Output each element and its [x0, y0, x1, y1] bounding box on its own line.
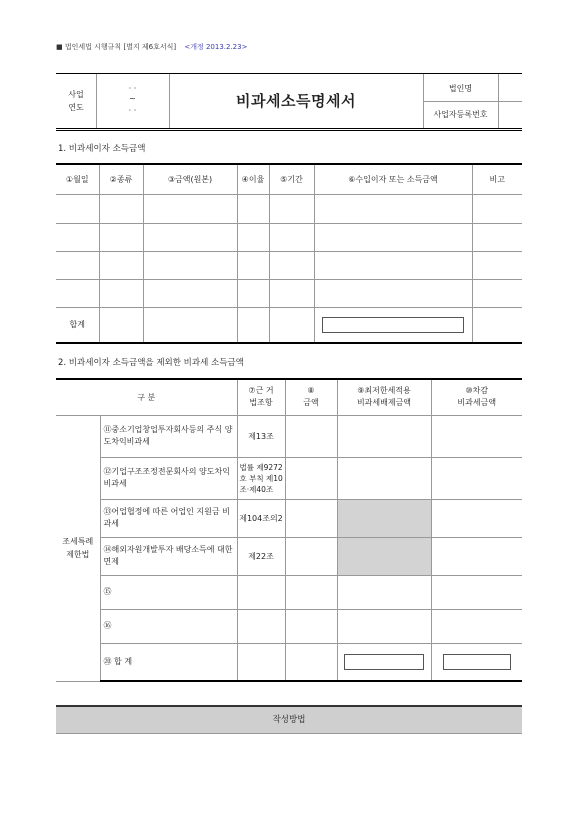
business-year-field[interactable]: [96, 74, 170, 128]
cell-input[interactable]: [431, 457, 522, 499]
cell-input[interactable]: [99, 307, 143, 343]
cell-input[interactable]: [472, 279, 522, 307]
cell-input[interactable]: [56, 194, 99, 223]
col-legal-basis: ⑦근 거 법조항: [237, 379, 285, 415]
table-row: [56, 223, 522, 251]
cell-input[interactable]: [237, 643, 285, 681]
cell-input[interactable]: [285, 537, 337, 575]
col-kind: ②종류: [99, 164, 143, 194]
biz-no-field[interactable]: [498, 101, 522, 128]
instructions-header: 작성방법: [56, 705, 522, 734]
row-label: ⑭해외자원개발투자 배당소득에 대한 면제: [100, 537, 237, 575]
col-date: ①월일: [56, 164, 99, 194]
total-row: [56, 307, 522, 343]
table-row: [56, 609, 522, 643]
row-basis: 법률 제9272호 부칙 제10조·제40조: [237, 457, 285, 499]
cell-input[interactable]: [285, 643, 337, 681]
table-row: [56, 499, 522, 537]
revision-note: <개정 2013.2.23>: [184, 43, 248, 51]
cell-input[interactable]: [337, 609, 431, 643]
cell-input[interactable]: [431, 575, 522, 609]
col-remarks: 비고: [472, 164, 522, 194]
row-label: ⑯: [100, 609, 237, 643]
cell-input[interactable]: [285, 415, 337, 457]
col-min-tax-excluded: ⑨최저한세적용 비과세배제금액: [337, 379, 431, 415]
cell-input[interactable]: [143, 223, 237, 251]
cell-input[interactable]: [472, 194, 522, 223]
table-row: [56, 457, 522, 499]
col-interest-income: ⑥수입이자 또는 소득금액: [314, 164, 472, 194]
col-category: 구 분: [56, 379, 237, 415]
row-label: ⑫기업구조조정전문회사의 양도차익 비과세: [100, 457, 237, 499]
year-start-dots: · ·: [128, 84, 137, 93]
cell-input[interactable]: [269, 251, 314, 279]
cell-input[interactable]: [237, 194, 269, 223]
col-amount: ⑧ 금액: [285, 379, 337, 415]
table-row: [56, 251, 522, 279]
biz-no-label-cell: [423, 101, 499, 128]
cell-input[interactable]: [237, 609, 285, 643]
table-header-row: [56, 379, 522, 415]
cell-input[interactable]: [269, 307, 314, 343]
form-header-box: [56, 73, 522, 129]
cell-input[interactable]: [337, 415, 431, 457]
col-net-exempt: ⑩차감 비과세금액: [431, 379, 522, 415]
cell-input[interactable]: [431, 609, 522, 643]
cell-input[interactable]: [314, 279, 472, 307]
section2-title: 2. 비과세이자 소득금액을 제외한 비과세 소득금액: [58, 358, 244, 368]
total-net-input[interactable]: [443, 654, 511, 670]
cell-input[interactable]: [269, 279, 314, 307]
cell-input[interactable]: [337, 575, 431, 609]
cell-input[interactable]: [56, 251, 99, 279]
row-label: ⑬어업협정에 따른 어업인 지원금 비과세: [100, 499, 237, 537]
form-title: 비과세소득명세서: [236, 92, 356, 110]
title-cell: [169, 74, 424, 128]
cell-input[interactable]: [143, 194, 237, 223]
form-reference-text: ■ 법인세법 시행규칙 [별지 제6호서식]: [56, 43, 177, 51]
table-row: [56, 537, 522, 575]
table-row: [56, 279, 522, 307]
cell-input[interactable]: [314, 251, 472, 279]
cell-input[interactable]: [99, 223, 143, 251]
table-row: [56, 194, 522, 223]
disabled-cell: [337, 537, 431, 575]
table-row: [56, 575, 522, 609]
cell-input[interactable]: [237, 575, 285, 609]
total-label: 합계: [56, 307, 99, 343]
cell-input[interactable]: [285, 457, 337, 499]
cell-input[interactable]: [285, 609, 337, 643]
col-principal: ③금액(원본): [143, 164, 237, 194]
cell-input[interactable]: [237, 223, 269, 251]
cell-input[interactable]: [143, 251, 237, 279]
cell-input[interactable]: [56, 279, 99, 307]
total-min-tax-cell: [337, 643, 431, 681]
biz-no-label: 사업자등록번호: [433, 110, 488, 119]
cell-input[interactable]: [99, 251, 143, 279]
header-divider: [56, 130, 522, 131]
row-basis: 제104조의2: [237, 499, 285, 537]
cell-input[interactable]: [285, 575, 337, 609]
business-year-label: 사업 연도: [68, 90, 84, 112]
row-label: ⑳ 합 계: [100, 643, 237, 681]
cell-input[interactable]: [56, 223, 99, 251]
corp-name-label-cell: [423, 74, 499, 102]
corp-name-field[interactable]: [498, 74, 522, 102]
row-basis: 제13조: [237, 415, 285, 457]
cell-input[interactable]: [472, 251, 522, 279]
form-reference: [56, 42, 247, 52]
table-row: [56, 415, 522, 457]
total-interest-cell: [314, 307, 472, 343]
cell-input[interactable]: [431, 537, 522, 575]
corp-name-label: 법인명: [448, 84, 473, 93]
cell-input[interactable]: [99, 279, 143, 307]
total-interest-input[interactable]: [322, 317, 464, 333]
cell-input[interactable]: [99, 194, 143, 223]
cell-input[interactable]: [431, 415, 522, 457]
row-basis: 제22조: [237, 537, 285, 575]
cell-input[interactable]: [337, 457, 431, 499]
disabled-cell: [337, 499, 431, 537]
cell-input[interactable]: [237, 307, 269, 343]
cell-input[interactable]: [431, 499, 522, 537]
cell-input[interactable]: [143, 279, 237, 307]
year-tilde: ~: [129, 94, 136, 103]
total-row: [56, 643, 522, 681]
cell-input[interactable]: [269, 223, 314, 251]
cell-input[interactable]: [237, 251, 269, 279]
group-label: 조세특례 제한법: [56, 415, 100, 681]
business-year-label-cell: [56, 74, 97, 128]
total-net-cell: [431, 643, 522, 681]
cell-input[interactable]: [314, 194, 472, 223]
row-label: ⑮: [100, 575, 237, 609]
section1-title: 1. 비과세이자 소득금액: [58, 144, 146, 154]
col-rate: ④이율: [237, 164, 269, 194]
cell-input[interactable]: [472, 307, 522, 343]
cell-input[interactable]: [314, 223, 472, 251]
table-header-row: [56, 164, 522, 194]
other-exempt-income-table: [56, 378, 522, 682]
cell-input[interactable]: [269, 194, 314, 223]
cell-input[interactable]: [237, 279, 269, 307]
total-min-tax-input[interactable]: [344, 654, 424, 670]
col-period: ⑤기간: [269, 164, 314, 194]
cell-input[interactable]: [472, 223, 522, 251]
interest-income-table: [56, 163, 522, 344]
row-label: ⑪중소기업창업투자회사등의 주식 양도차익비과세: [100, 415, 237, 457]
year-end-dots: · ·: [128, 106, 137, 115]
cell-input[interactable]: [143, 307, 237, 343]
cell-input[interactable]: [285, 499, 337, 537]
